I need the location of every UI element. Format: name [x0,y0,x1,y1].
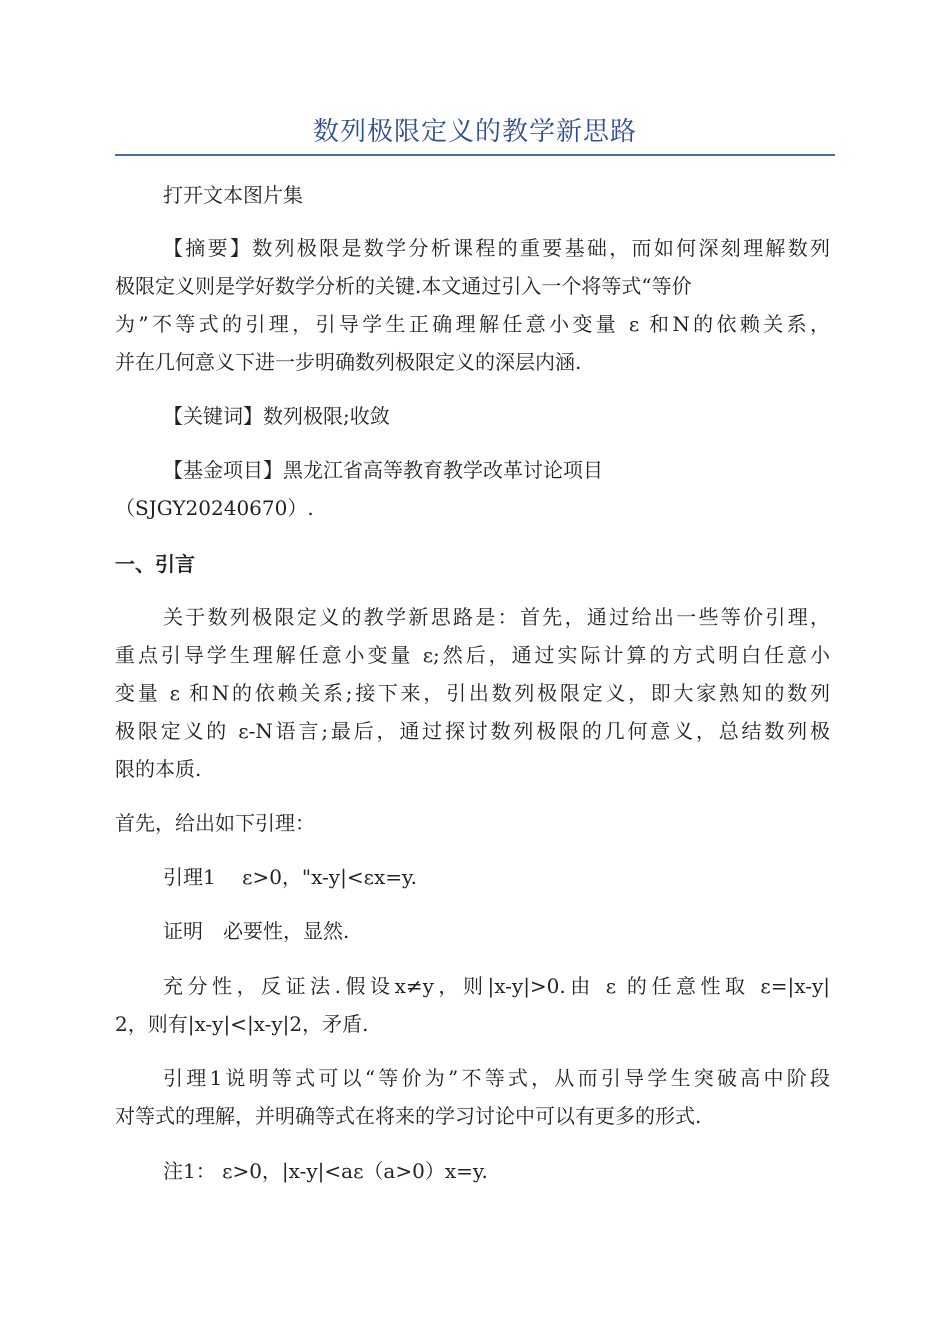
fund-project-line-2: （SJGY20240670）. [115,496,314,520]
lemma-remark-line-1: 引理1说明等式可以“等价为”不等式，从而引导学生突破高中阶段 [163,1066,830,1090]
abstract-line-1: 【摘要】数列极限是数学分析课程的重要基础，而如何深刻理解数列 [163,236,830,260]
image-collection-link[interactable]: 打开文本图片集 [163,183,303,207]
section-heading-introduction: 一、引言 [115,552,195,576]
abstract-line-3: 为”不等式的引理，引导学生正确理解任意小变量 ε 和N的依赖关系， [115,312,830,336]
lemma-1: 引理1 ε>0，"x-y|<εx=y. [163,865,418,889]
proof-sufficiency-line-2: 2，则有|x-y|<|x-y|2，矛盾. [115,1012,369,1036]
fund-project-line-1: 【基金项目】黑龙江省高等教育教学改革讨论项目 [163,458,603,482]
abstract-line-2: 极限定义则是学好数学分析的关键.本文通过引入一个将等式“等价 [115,274,692,298]
intro-line-5: 限的本质. [115,757,202,781]
intro-line-1: 关于数列极限定义的教学新思路是：首先，通过给出一些等价引理， [163,605,830,629]
proof-sufficiency-line-1: 充分性，反证法.假设x≠y，则|x-y|>0.由 ε 的任意性取 ε=|x-y| [163,974,830,998]
abstract-line-4: 并在几何意义下进一步明确数列极限定义的深层内涵. [115,350,582,374]
intro-line-2: 重点引导学生理解任意小变量 ε;然后，通过实际计算的方式明白任意小 [115,643,830,667]
intro-line-3: 变量 ε 和N的依赖关系;接下来，引出数列极限定义，即大家熟知的数列 [115,681,830,705]
lemma-intro: 首先，给出如下引理： [115,811,315,835]
keywords: 【关键词】数列极限;收敛 [163,404,390,428]
title-underline [115,154,835,156]
document-title: 数列极限定义的教学新思路 [312,117,637,147]
proof-necessity: 证明 必要性，显然. [163,919,350,943]
intro-line-4: 极限定义的 ε-N语言;最后，通过探讨数列极限的几何意义，总结数列极 [115,719,830,743]
note-1: 注1： ε>0，|x-y|<aε（a>0）x=y. [163,1159,488,1183]
lemma-remark-line-2: 对等式的理解，并明确等式在将来的学习讨论中可以有更多的形式. [115,1104,702,1128]
